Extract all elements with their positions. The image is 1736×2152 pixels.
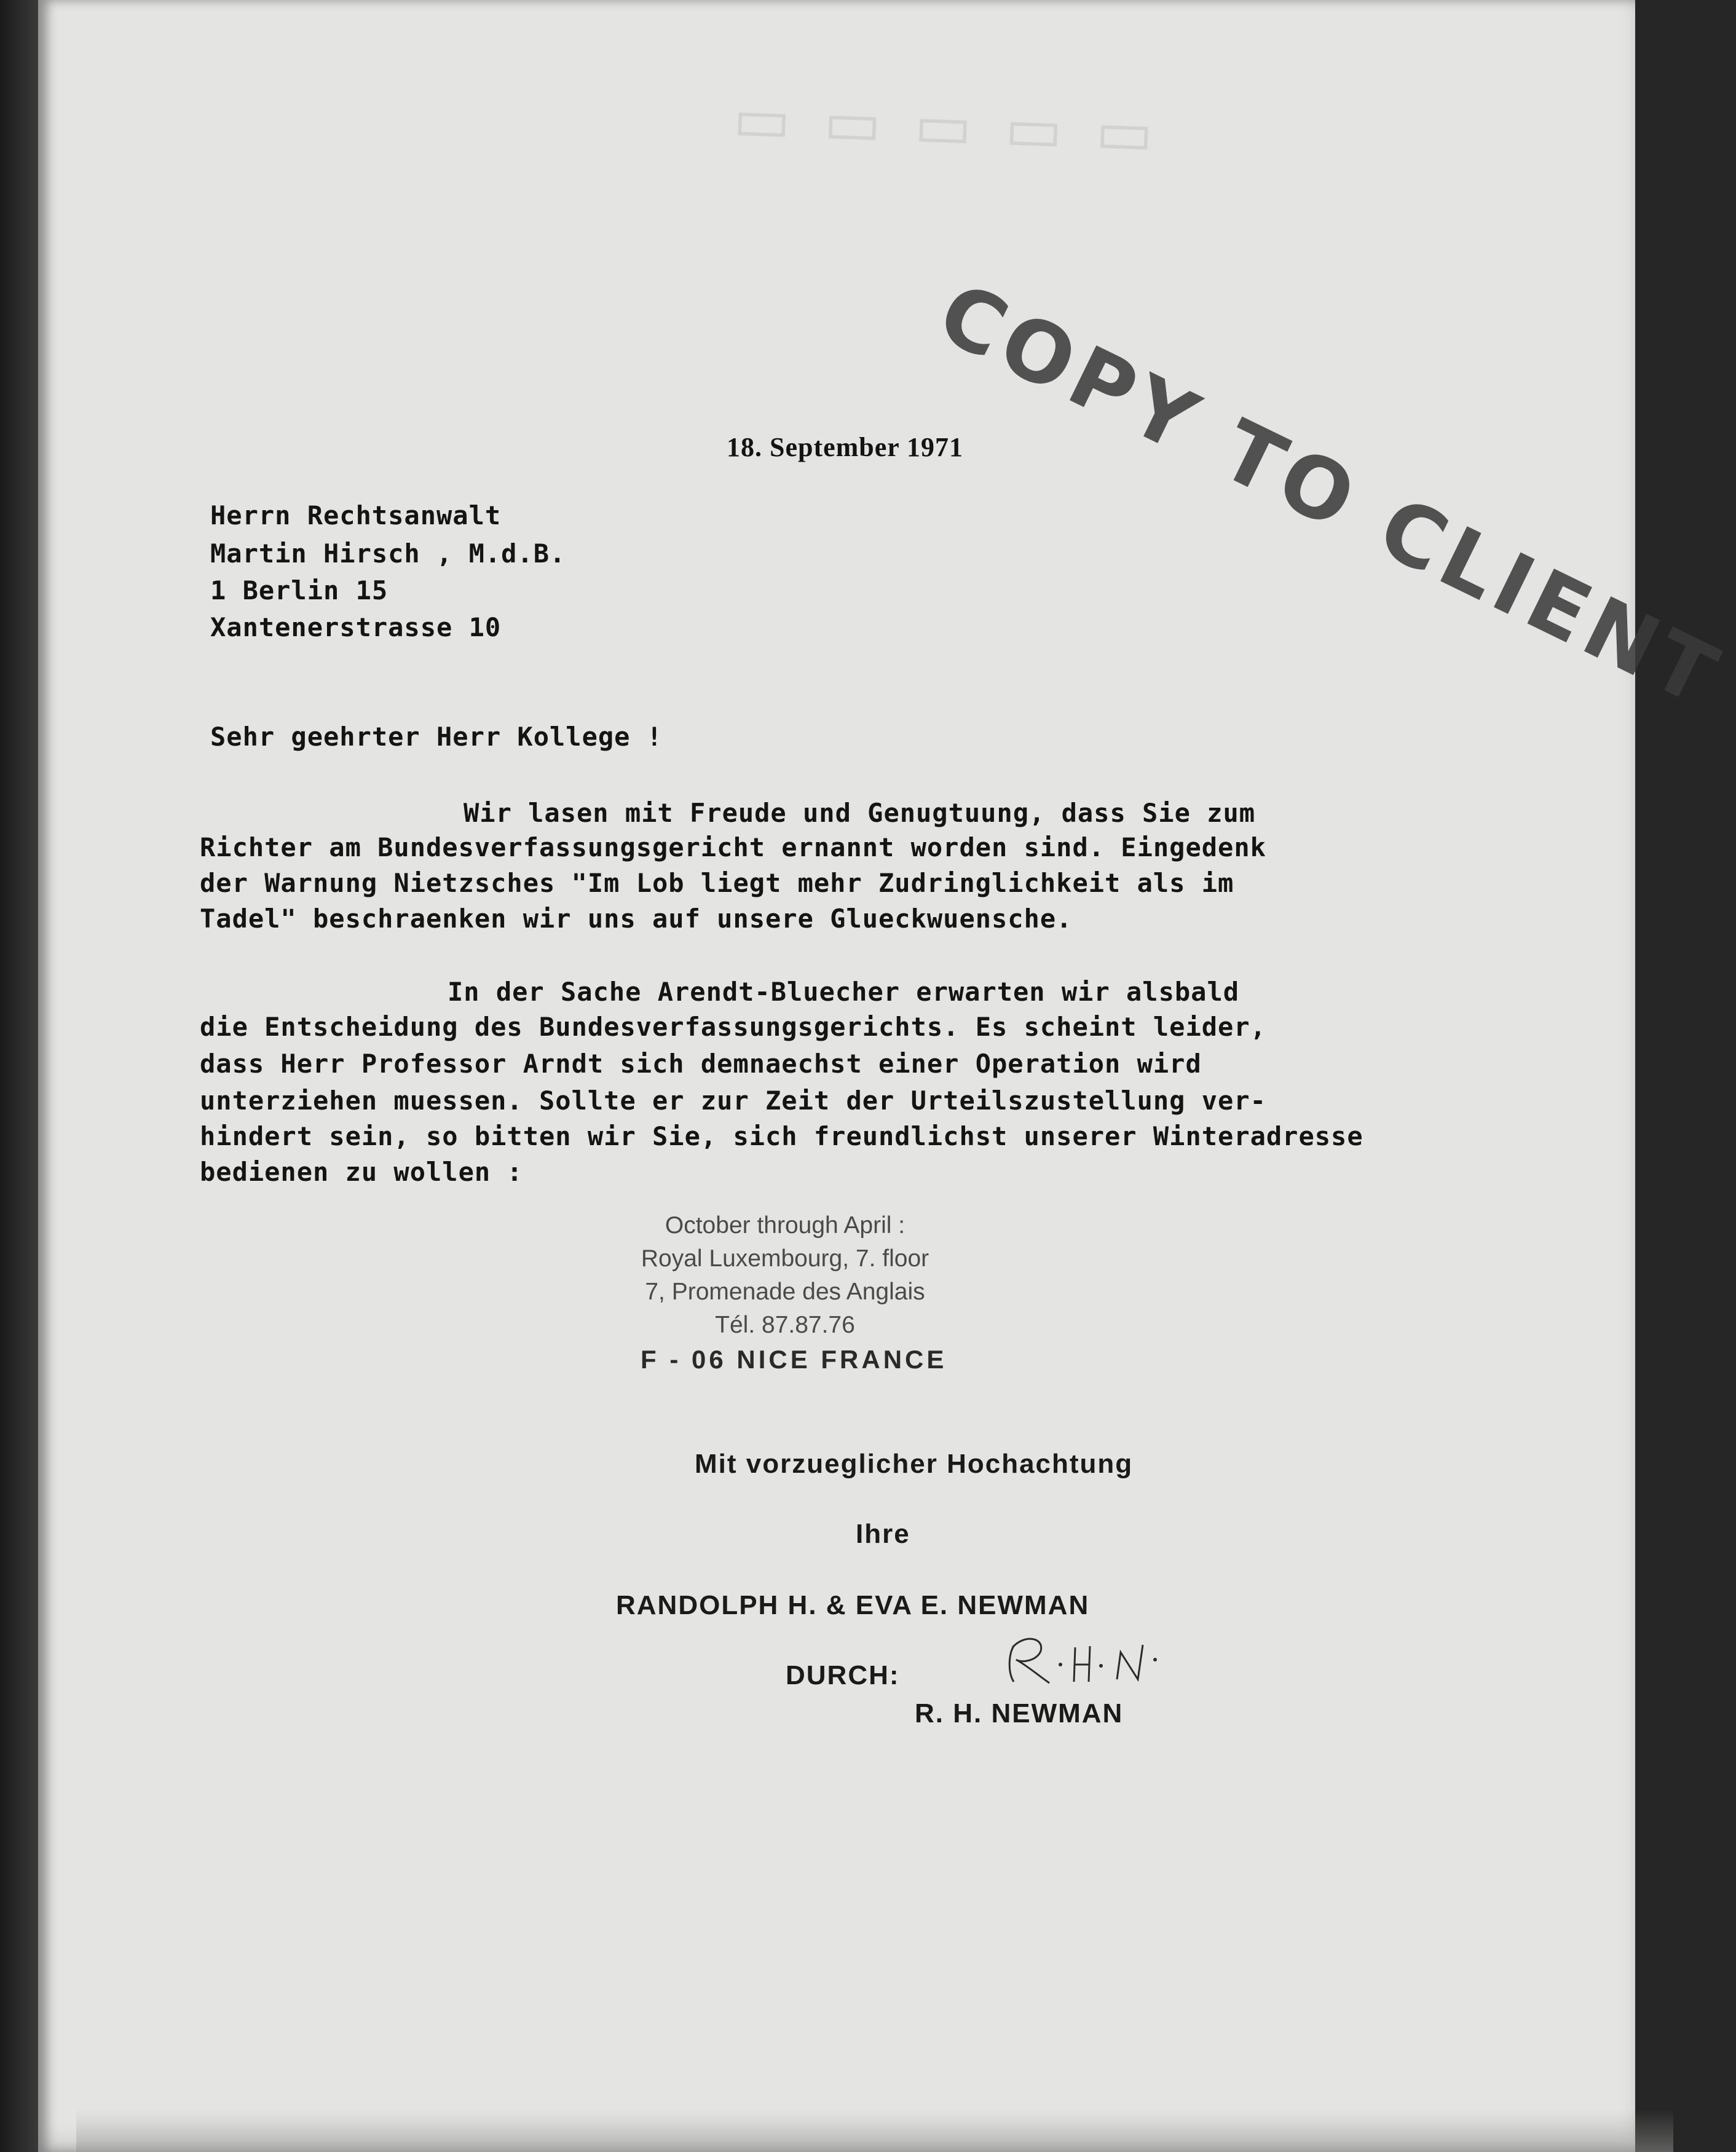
address-line: Tél. 87.87.76 [715, 1312, 855, 1338]
address-line: 7, Promenade des Anglais [645, 1279, 925, 1305]
paragraph-line: bedienen zu wollen : [200, 1157, 523, 1187]
sender-names: RANDOLPH H. & EVA E. NEWMAN [616, 1590, 1090, 1620]
winter-address-stamp [641, 1212, 947, 1374]
recipient-line: 1 Berlin 15 [210, 575, 389, 605]
closing: Mit vorzueglicher Hochachtung [695, 1449, 1134, 1479]
paragraph-line: Wir lasen mit Freude und Genugtuung, dass Sie zum [464, 798, 1256, 828]
salutation: Sehr geehrter Herr Kollege ! [210, 722, 663, 752]
paragraph-line: Tadel" beschraenken wir uns auf unsere Glueckwuensche. [200, 904, 1073, 934]
paragraph-line: hindert sein, so bitten wir Sie, sich freundlichst unserer Winteradresse [200, 1121, 1363, 1151]
paragraph-line: Richter am Bundesverfassungsgericht ernannt worden sind. Eingedenk [200, 832, 1266, 862]
show-through-letterhead: ▭ ▭ ▭ ▭ ▭ [732, 85, 1164, 168]
letter-page [38, 0, 1736, 2152]
paragraph-line: die Entscheidung des Bundesverfassungsgerichts. Es scheint leider, [200, 1012, 1266, 1042]
by-label: DURCH: [786, 1660, 900, 1690]
paragraph-line: In der Sache Arendt-Bluecher erwarten wir alsbald [448, 977, 1240, 1007]
recipient-line: Xantenerstrasse 10 [210, 612, 502, 642]
closing-ihre: Ihre [856, 1519, 910, 1549]
copy-to-client-stamp: COPY TO CLIENT [923, 264, 1736, 727]
scan-edge [0, 0, 38, 2152]
signer-name: R. H. NEWMAN [915, 1698, 1124, 1728]
paragraph-line: der Warnung Nietzsches "Im Lob liegt mehr Zudringlichkeit als im [200, 868, 1234, 898]
address-line: Royal Luxembourg, 7. floor [641, 1245, 929, 1272]
recipient-line: Herrn Rechtsanwalt [210, 500, 502, 530]
address-line: F - 06 NICE FRANCE [641, 1345, 947, 1374]
paragraph-line: unterziehen muessen. Sollte er zur Zeit der Urteilszustellung ver- [200, 1086, 1266, 1116]
scan-shadow [76, 2109, 1673, 2152]
paragraph-line: dass Herr Professor Arndt sich demnaechst einer Operation wird [200, 1049, 1202, 1079]
address-line: October through April : [665, 1212, 905, 1239]
letter-date: 18. September 1971 [727, 432, 964, 462]
handwritten-signature [1000, 1629, 1185, 1697]
recipient-line: Martin Hirsch , M.d.B. [210, 538, 566, 569]
